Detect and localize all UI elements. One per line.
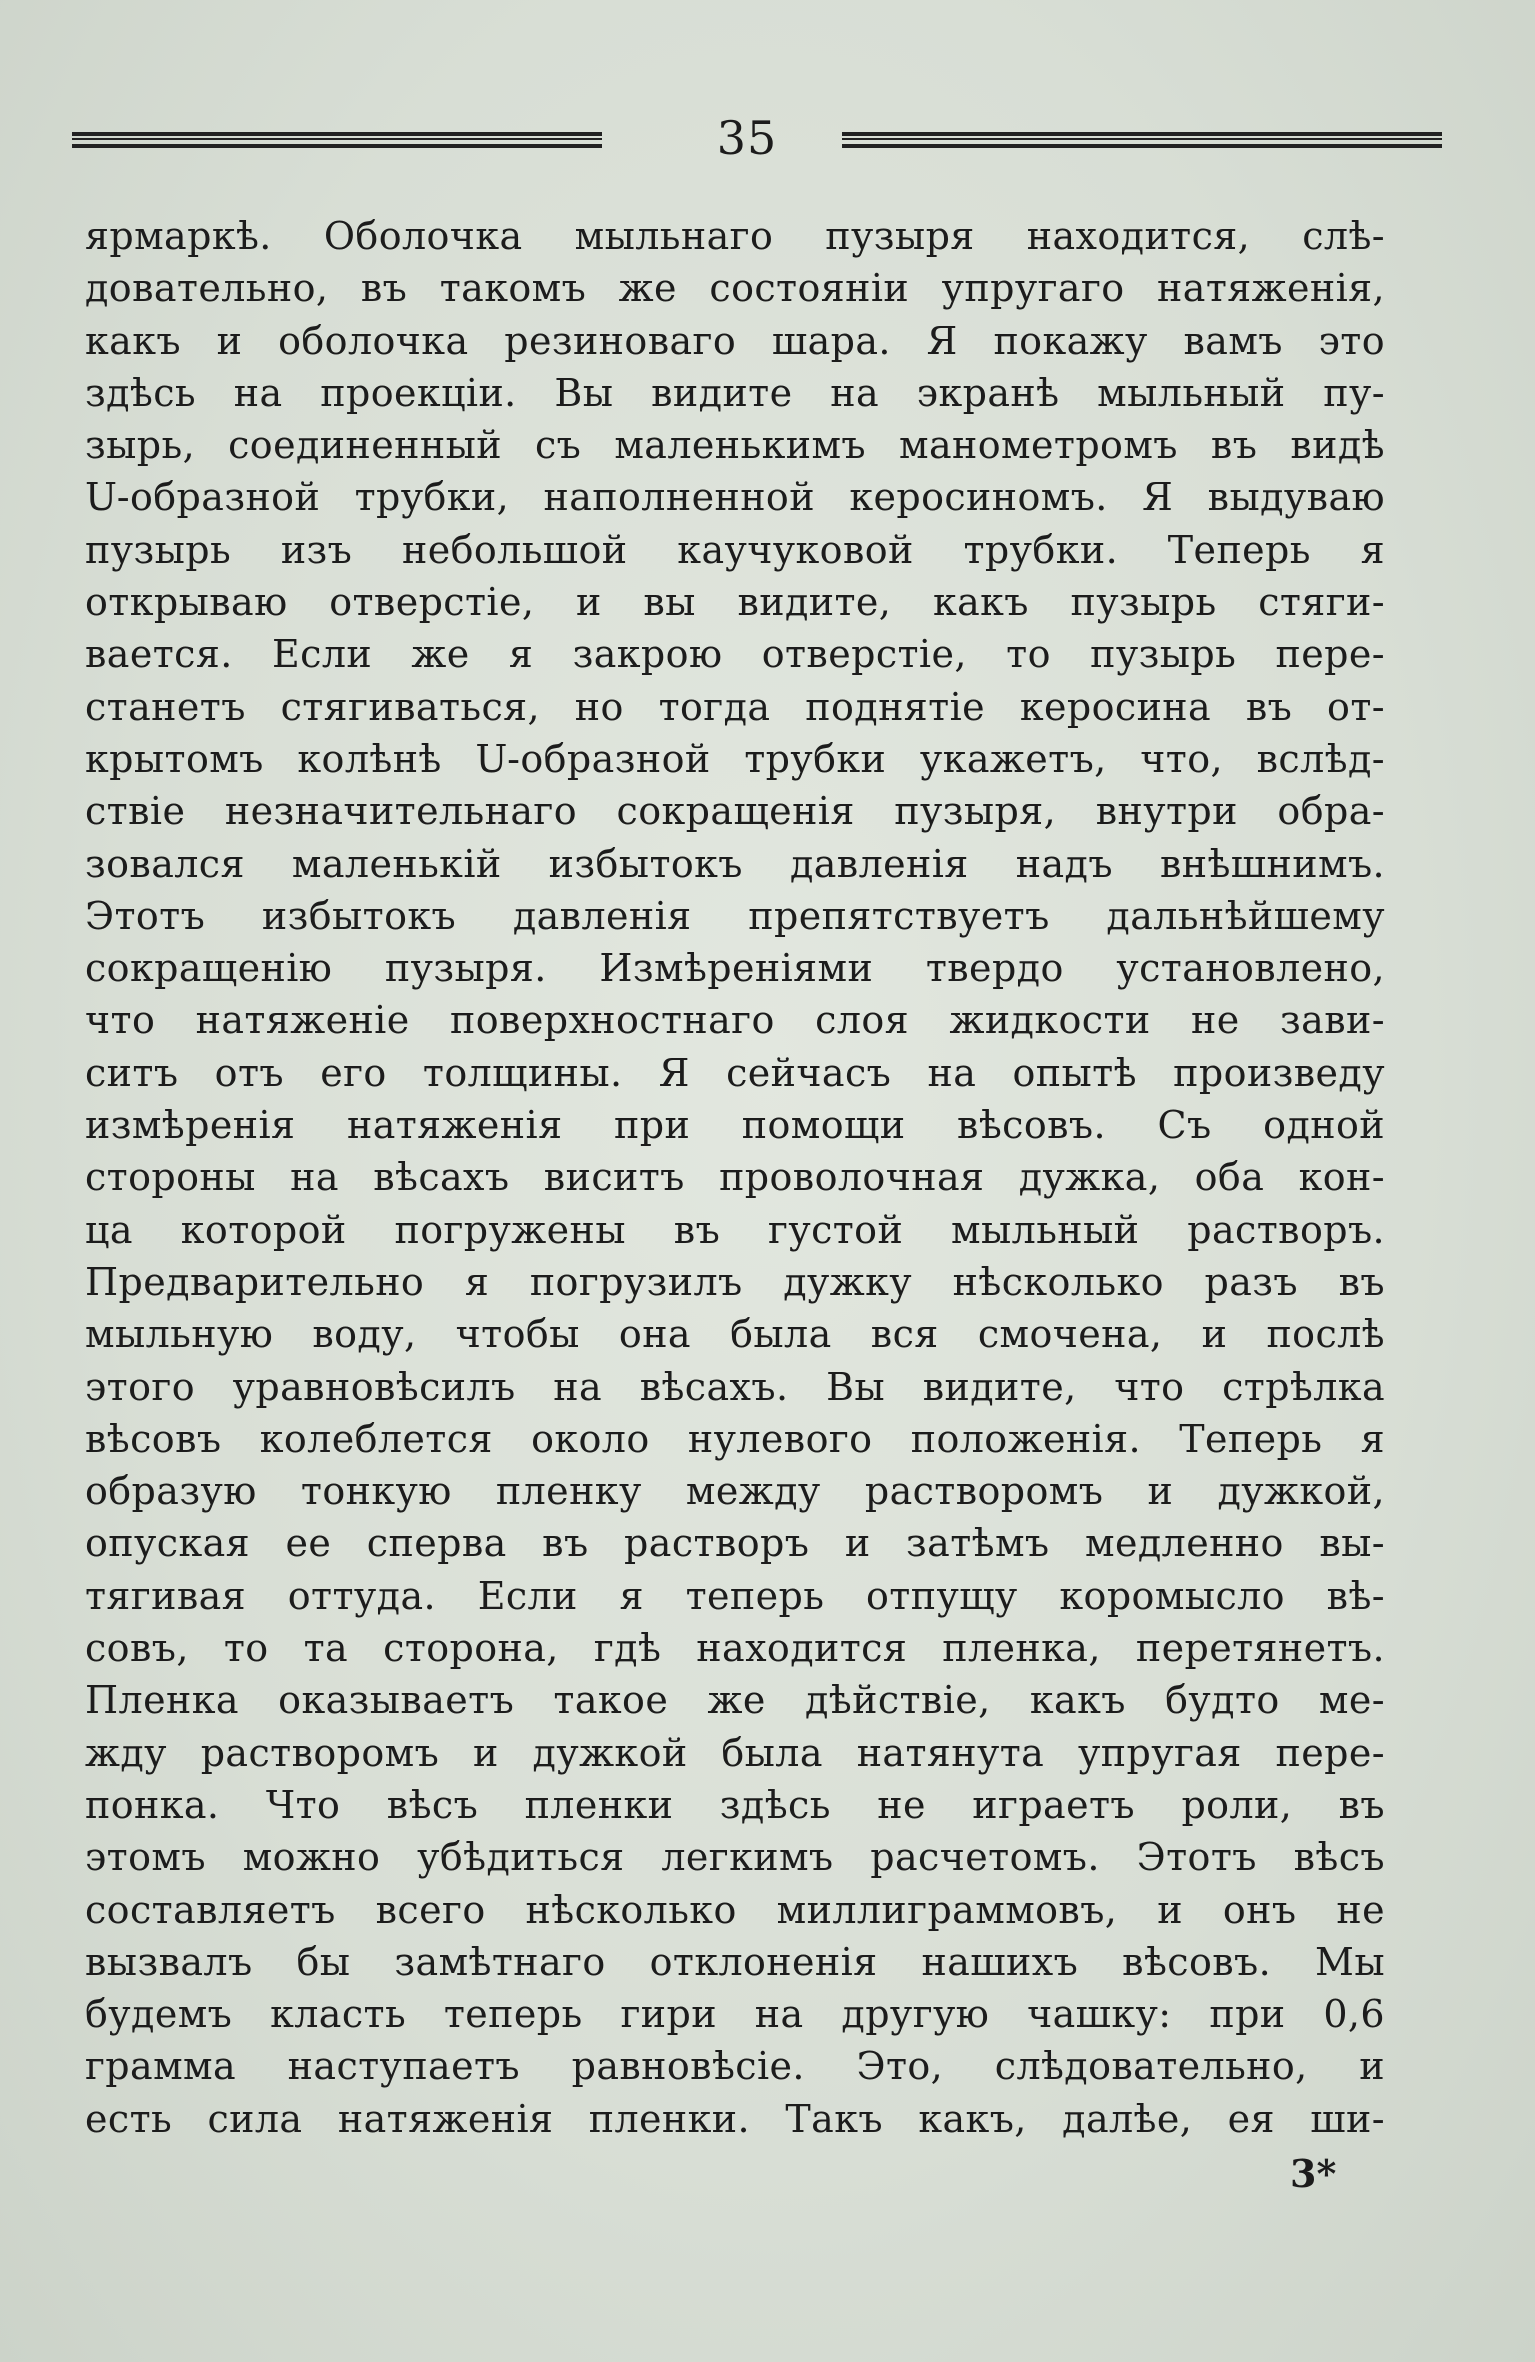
text-line: вызвалъ бы замѣтнаго отклоненiя нашихъ вѣсовъ. Мы: [85, 1939, 1385, 1984]
text-line: U-образной трубки, наполненной керосиномъ. Я выдуваю: [85, 475, 1385, 520]
text-line: тягивая оттуда. Если я теперь отпущу коромысло вѣ-: [85, 1573, 1385, 1618]
signature-mark: 3*: [1290, 2151, 1337, 2196]
header-rule-left: [72, 132, 602, 148]
text-line: измѣренiя натяженiя при помощи вѣсовъ. Съ одной: [85, 1103, 1385, 1148]
text-line: довательно, въ такомъ же состоянiи упругаго натяженiя,: [85, 266, 1385, 311]
text-line: ситъ отъ его толщины. Я сейчасъ на опытѣ произведу: [85, 1050, 1385, 1095]
text-line: здѣсь на проекцiи. Вы видите на экранѣ мыльный пу-: [85, 370, 1385, 415]
text-line: этого уравновѣсилъ на вѣсахъ. Вы видите, что стрѣлка: [85, 1364, 1385, 1409]
text-line: стороны на вѣсахъ виситъ проволочная дужка, оба кон-: [85, 1155, 1385, 1200]
text-line: этомъ можно убѣдиться легкимъ расчетомъ. Этотъ вѣсъ: [85, 1835, 1385, 1880]
text-line: зовался маленькiй избытокъ давленiя надъ внѣшнимъ.: [85, 841, 1385, 886]
text-line: что натяженiе поверхностнаго слоя жидкости не зави-: [85, 998, 1385, 1043]
body-text: [85, 210, 1385, 2145]
text-line: крытомъ колѣнѣ U-образной трубки укажетъ, что, вслѣд-: [85, 736, 1385, 781]
page-header: [72, 108, 1372, 168]
header-rule-right: [842, 132, 1442, 148]
text-line: Этотъ избытокъ давленiя препятствуетъ дальнѣйшему: [85, 893, 1385, 938]
text-line: зырь, соединенный съ маленькимъ манометромъ въ видѣ: [85, 423, 1385, 468]
text-line: какъ и оболочка резиноваго шара. Я покажу вамъ это: [85, 318, 1385, 363]
text-line: мыльную воду, чтобы она была вся смочена, и послѣ: [85, 1312, 1385, 1357]
text-line: образую тонкую пленку между растворомъ и дужкой,: [85, 1469, 1385, 1514]
text-line: сокращенiю пузыря. Измѣренiями твердо установлено,: [85, 946, 1385, 991]
text-line: понка. Что вѣсъ пленки здѣсь не играетъ роли, въ: [85, 1782, 1385, 1827]
text-line: ярмаркѣ. Оболочка мыльнаго пузыря находится, слѣ-: [85, 214, 1385, 258]
text-line: составляетъ всего нѣсколько миллиграммовъ, и онъ не: [85, 1887, 1385, 1932]
page-number: 35: [716, 111, 778, 165]
text-line: вѣсовъ колеблется около нулевого положенiя. Теперь я: [85, 1416, 1385, 1461]
text-line: будемъ класть теперь гири на другую чашку: при 0,6: [85, 1992, 1385, 2037]
text-line: жду растворомъ и дужкой была натянута упругая пере-: [85, 1730, 1385, 1775]
text-line: грамма наступаетъ равновѣсiе. Это, слѣдовательно, и: [85, 2044, 1385, 2089]
text-line: пузырь изъ небольшой каучуковой трубки. Теперь я: [85, 527, 1385, 572]
text-line: ствiе незначительнаго сокращенiя пузыря, внутри обра-: [85, 789, 1385, 834]
text-line: Пленка оказываетъ такое же дѣйствiе, какъ будто ме-: [85, 1678, 1385, 1723]
text-line: Предварительно я погрузилъ дужку нѣсколько разъ въ: [85, 1259, 1385, 1304]
text-line: есть сила натяженiя пленки. Такъ какъ, далѣе, ея ши-: [85, 2096, 1385, 2141]
text-line: вается. Если же я закрою отверстiе, то пузырь пере-: [85, 632, 1385, 677]
text-line: опуская ее сперва въ растворъ и затѣмъ медленно вы-: [85, 1521, 1385, 1566]
text-line: станетъ стягиваться, но тогда поднятiе керосина въ от-: [85, 684, 1385, 729]
text-line: совъ, то та сторона, гдѣ находится пленка, перетянетъ.: [85, 1626, 1385, 1671]
text-line: ца которой погружены въ густой мыльный растворъ.: [85, 1207, 1385, 1252]
text-line: открываю отверстiе, и вы видите, какъ пузырь стяги-: [85, 580, 1385, 625]
